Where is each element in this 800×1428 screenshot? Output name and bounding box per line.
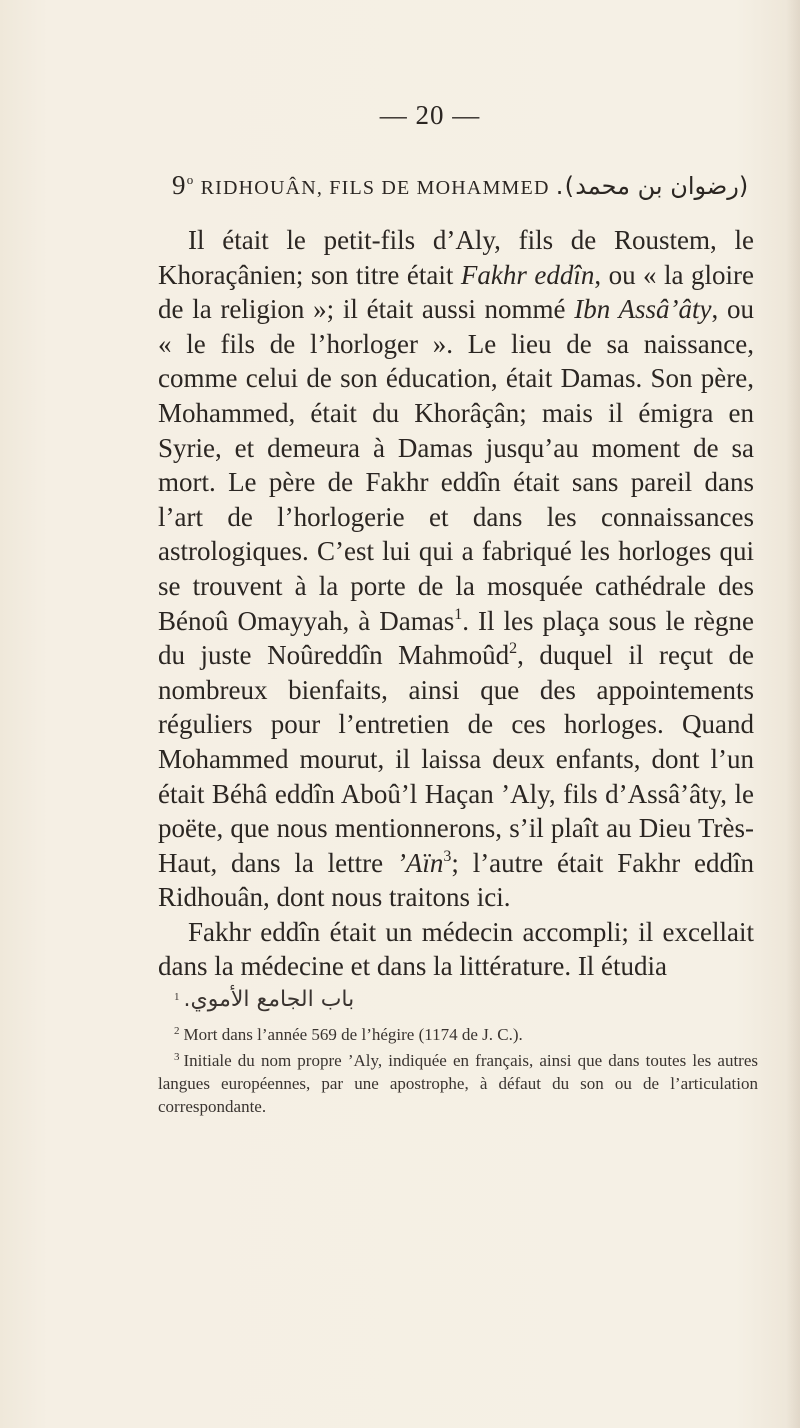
italic-term: ’Aïn xyxy=(396,847,444,878)
footnote xyxy=(158,980,758,1020)
text-run: . Il les plaça sous le règne du juste Noûreddîn Mahmoûd xyxy=(158,605,754,671)
footnote xyxy=(158,1020,758,1046)
paragraph xyxy=(158,223,754,915)
text-run: , duquel il reçut de nombreux bienfaits, ainsi que des appointements réguliers pour l’entretien de ces horloges. Quand Mohammed mourut, il laissa deux enfants, dont l’un était Béhâ eddîn Aboû’l Haçan ’Aly, fils d’Assâ’âty, le poëte, que nous mentionnerons, s’il plaît au Dieu Très-Haut, dans la lettre xyxy=(158,640,754,878)
footnote-reference: 3 xyxy=(443,847,452,865)
footnotes xyxy=(158,980,758,1118)
italic-term: Fakhr eddîn xyxy=(460,259,595,290)
section-heading xyxy=(172,170,772,201)
text-run: Il était le petit-fils d’Aly, fils de Roustem, le Khoraçânien; son titre était xyxy=(158,225,754,290)
text-run: ; l’autre était Fakhr eddîn Ridhouân, dont nous traitons ici. xyxy=(158,847,754,913)
footnote-reference: 2 xyxy=(509,640,518,658)
paragraph xyxy=(158,915,754,984)
text-run: Fakhr eddîn était un médecin accompli; il excellait dans la médecine et dans la littérature. Il étudia xyxy=(158,916,754,982)
section-title-arabic: (رضوان بن محمد). xyxy=(555,172,750,200)
footnote-number: 3 xyxy=(174,1051,180,1063)
footnote-number: 1 xyxy=(174,991,180,1003)
body-text xyxy=(158,223,754,984)
footnote-text: Initiale du nom propre ’Aly, indiquée en français, ainsi que dans toutes les autres langues européennes, par une apostrophe, à défaut du son ou de l’articulation correspondante. xyxy=(158,1051,758,1116)
footnote-number: 2 xyxy=(174,1025,180,1037)
text-run: , ou « la gloire de la religion »; il était aussi nommé xyxy=(158,259,754,325)
page-edge-shadow xyxy=(786,0,800,1428)
section-number: 9 xyxy=(172,170,187,200)
footnote-text: باب الجامع الأموي. xyxy=(183,987,355,1012)
footnote xyxy=(158,1046,758,1118)
page-number: — 20 — xyxy=(379,100,481,130)
section-number-superscript: o xyxy=(186,172,195,187)
section-title: RIDHOUÂN, FILS DE MOHAMMED xyxy=(200,177,550,199)
footnote-text: Mort dans l’année 569 de l’hégire (1174 de J. C.). xyxy=(183,1025,523,1044)
text-run: , ou « le fils de l’horloger ». Le lieu de sa naissance, comme celui de son éducation, était Damas. Son père, Mohammed, était du Khorâçân; mais il émigra en Syrie, et demeura à Damas jusqu’au moment de sa mort. Le père de Fakhr eddîn était sans pareil dans l’art de l’horlogerie et dans les connaissances astrologiques. C’est lui qui a fabriqué les horloges qui se trouvent à la porte de la mosquée cathédrale des Bénoû Omayyah, à Damas xyxy=(158,294,754,636)
footnote-reference: 1 xyxy=(454,605,463,623)
italic-term: Ibn Assâ’âty xyxy=(574,294,712,325)
